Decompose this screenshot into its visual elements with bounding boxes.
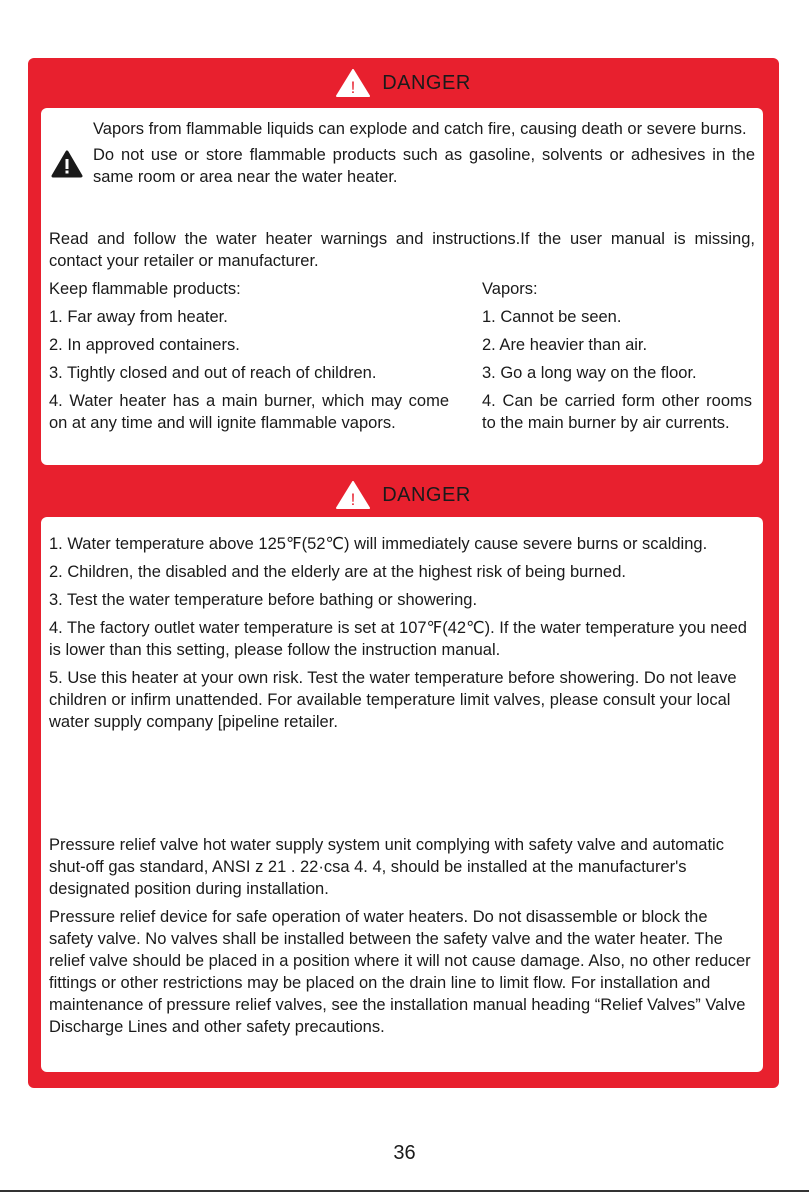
danger-header-2 xyxy=(28,478,779,512)
list-item: 3. Test the water temperature before bathing or showering. xyxy=(49,591,478,609)
panel-flammable xyxy=(41,108,763,465)
warning-triangle-icon xyxy=(336,69,370,97)
list-item: 4. The factory outlet water temperature is set at 107℉(42℃). If the water temperature you need is lower than this setting, please follow the instruction manual. xyxy=(49,619,747,659)
danger-title-1: DANGER xyxy=(382,71,471,94)
warning-line-2: Do not use or store flammable products such as gasoline, solvents or adhesives in the same room or area near the water heater. xyxy=(93,146,755,186)
list-item: 1. Cannot be seen. xyxy=(482,308,622,326)
warning-mark: ! xyxy=(350,490,356,509)
left-title: Keep flammable products: xyxy=(49,280,241,298)
danger-title-2: DANGER xyxy=(382,483,471,506)
warning-icon xyxy=(51,150,83,178)
list-item: 5. Use this heater at your own risk. Test the water temperature before showering. Do not leave children or infirm unattended. For available temperature limit valves, please consult your local water supply company [pipeline retailer. xyxy=(49,669,737,731)
page-number: 36 xyxy=(393,1142,416,1164)
list-item: 3. Tightly closed and out of reach of children. xyxy=(49,364,377,382)
list-item: 2. In approved containers. xyxy=(49,336,240,354)
list-item: 4. Water heater has a main burner, which may come on at any time and will ignite flammable vapors. xyxy=(49,392,449,432)
list-item: 1. Far away from heater. xyxy=(49,308,228,326)
warning-mark: ! xyxy=(350,78,356,97)
intro-text: Read and follow the water heater warnings and instructions.If the user manual is missing, contact your retailer or manufacturer. xyxy=(49,230,755,270)
pressure-relief-text xyxy=(49,834,755,1038)
paragraph: Pressure relief valve hot water supply system unit complying with safety valve and automatic shut-off gas standard, ANSI z 21 . 22·csa 4. 4, should be installed at the manufacturer's designated position during installation. xyxy=(49,836,724,898)
warning-line-1: Vapors from flammable liquids can explode and catch fire, causing death or severe burns. xyxy=(93,120,747,138)
paragraph: Pressure relief device for safe operation of water heaters. Do not disassemble or block the safety valve. No valves shall be installed between the safety valve and the water heater. The relief valve should be placed in a position where it will not cause damage. Also, no other reducer fittings or other restrictions may be placed on the drain line to limit flow. For installation and maintenance of pressure relief valves, see the installation manual heading “Relief Valves” Valve Discharge Lines and other safety precautions. xyxy=(49,908,751,1036)
right-title: Vapors: xyxy=(482,280,538,298)
danger-frame xyxy=(28,58,779,1088)
list-item: 2. Are heavier than air. xyxy=(482,336,648,354)
left-column xyxy=(49,278,449,440)
list-item: 3. Go a long way on the floor. xyxy=(482,364,697,382)
temperature-list xyxy=(49,533,755,733)
right-column xyxy=(482,278,752,440)
panel-temperature xyxy=(41,517,763,1072)
warning-text xyxy=(93,118,755,188)
warning-triangle-icon xyxy=(336,481,370,509)
list-item: 1. Water temperature above 125℉(52℃) will immediately cause severe burns or scalding. xyxy=(49,535,708,553)
list-item: 4. Can be carried form other rooms to the main burner by air currents. xyxy=(482,392,752,432)
danger-header-1 xyxy=(28,66,779,100)
list-item: 2. Children, the disabled and the elderly are at the highest risk of being burned. xyxy=(49,563,626,581)
